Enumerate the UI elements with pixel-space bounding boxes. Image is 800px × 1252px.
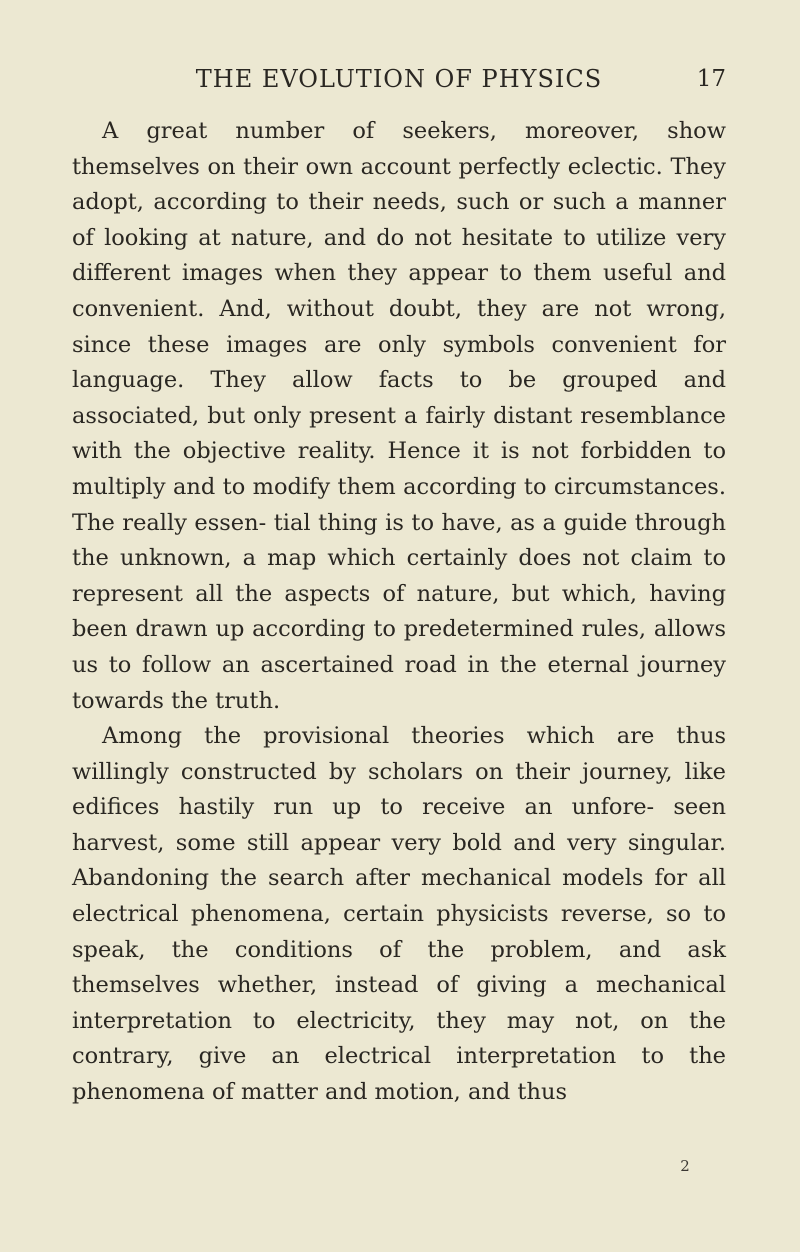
paragraph: A great number of seekers, moreover, show themselves on their own account perfectly eclectic. They adopt, according to their needs, such or such a manner of looking at nature, and do not hesitate to utilize very different images when they appear to them useful and convenient. And, without doubt, they are not wrong, since these images are only symbols convenient for language. They allow facts to be grouped and associated, but only present a fairly distant resemblance with the objective reality. Hence it is not forbidden to multiply and to modify them according to circumstances. The really essen- tial thing is to have, as a guide through the unknown, a map which certainly does not claim to represent all the aspects of nature, but which, having been drawn up according to predetermined rules, allows us to follow an ascertained road in the eternal journey towards the truth. xyxy=(72,118,726,714)
running-head xyxy=(72,62,726,96)
running-title: THE EVOLUTION OF PHYSICS xyxy=(195,65,603,93)
page-number: 17 xyxy=(696,66,726,92)
signature-mark: 2 xyxy=(680,1157,690,1175)
body-text xyxy=(72,114,726,1111)
paragraph: Among the provisional theories which are thus willingly constructed by scholars on their journey, like edifices hastily run up to receive an unfore- seen harvest, some still appear very bold and very singular. Abandoning the search after mechanical models for all electrical phenomena, certain physicists reverse, so to speak, the conditions of the problem, and ask themselves whether, instead of giving a mechanical interpretation to electricity, they may not, on the contrary, give an electrical interpretation to the phenomena of matter and motion, and thus xyxy=(72,723,726,1106)
